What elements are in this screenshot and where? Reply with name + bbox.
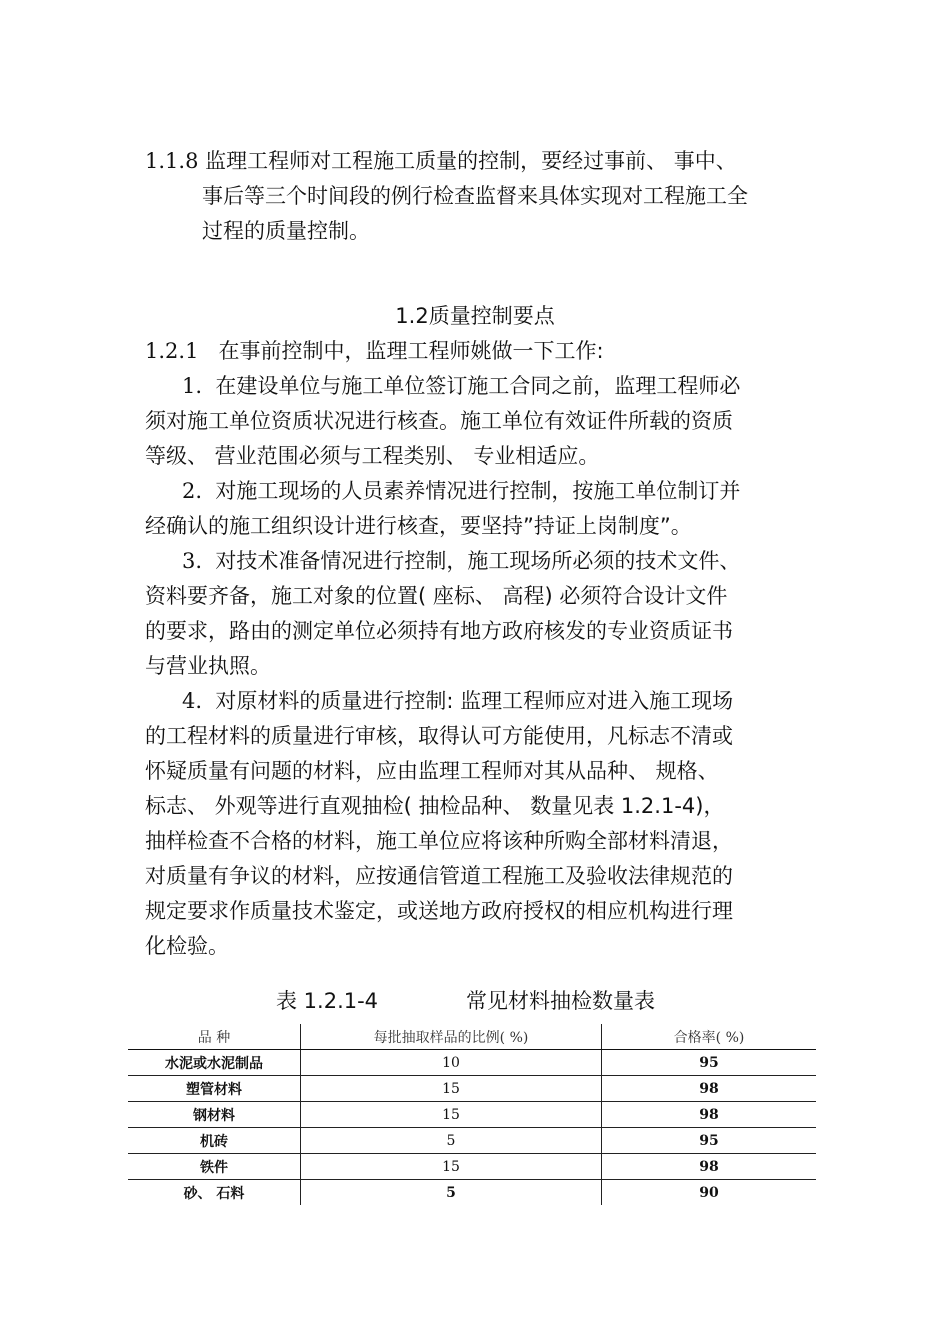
table-header-row — [128, 1024, 816, 1050]
text: 对原材料的质量进行控制: 监理工程师应对进入施工现场 — [215, 689, 734, 713]
section-number: 1.1.8 — [145, 149, 199, 173]
cell-variety: 塑管材料 — [128, 1076, 301, 1102]
table-caption-title: 常见材料抽检数量表 — [466, 989, 655, 1013]
cell-ratio: 15 — [301, 1102, 602, 1128]
text: 在建设单位与施工单位签订施工合同之前，监理工程师必 — [215, 374, 741, 398]
item-3-line-1 — [182, 546, 740, 576]
cell-pass-rate: 98 — [602, 1102, 817, 1128]
cell-ratio: 15 — [301, 1154, 602, 1180]
item-number: 3. — [182, 549, 203, 573]
item-2-line-1 — [182, 476, 740, 506]
item-4-line-2: 的工程材料的质量进行审核，取得认可方能使用，凡标志不清或 — [145, 724, 733, 748]
cell-ratio: 15 — [301, 1076, 602, 1102]
section-heading: 1.2质量控制要点 — [395, 304, 555, 328]
table-row — [128, 1076, 816, 1102]
item-number: 2. — [182, 479, 203, 503]
table-row — [128, 1102, 816, 1128]
cell-ratio: 10 — [301, 1050, 602, 1076]
text: 对施工现场的人员素养情况进行控制，按施工单位制订并 — [215, 479, 741, 503]
item-3-line-4: 与营业执照。 — [145, 654, 271, 678]
item-4-line-7: 规定要求作质量技术鉴定，或送地方政府授权的相应机构进行理 — [145, 899, 733, 923]
cell-variety: 水泥或水泥制品 — [128, 1050, 301, 1076]
paragraph-1-1-8-line-2: 事后等三个时间段的例行检查监督来具体实现对工程施工全 — [202, 184, 748, 208]
table-row — [128, 1050, 816, 1076]
item-1-line-3: 等级、 营业范围必须与工程类别、 专业相适应。 — [145, 444, 600, 468]
item-1-line-2: 须对施工单位资质状况进行核查。施工单位有效证件所载的资质 — [145, 409, 733, 433]
item-number: 1. — [182, 374, 203, 398]
text: 监理工程师对工程施工质量的控制，要经过事前、 事中、 — [205, 149, 737, 173]
table-caption-number: 表 1.2.1-4 — [276, 989, 379, 1013]
materials-table — [128, 1024, 816, 1205]
table-row — [128, 1154, 816, 1180]
cell-pass-rate: 98 — [602, 1076, 817, 1102]
item-2-line-2: 经确认的施工组织设计进行核查，要坚持”持证上岗制度”。 — [145, 514, 692, 538]
item-4-line-6: 对质量有争议的材料，应按通信管道工程施工及验收法律规范的 — [145, 864, 733, 888]
item-number: 4. — [182, 689, 203, 713]
cell-variety: 砂、 石料 — [128, 1180, 301, 1206]
paragraph-1-2-1-intro — [145, 336, 604, 366]
cell-ratio: 5 — [301, 1128, 602, 1154]
paragraph-1-1-8-line-1 — [145, 146, 737, 176]
header-ratio: 每批抽取样品的比例( %) — [301, 1024, 602, 1050]
section-number: 1.2.1 — [145, 339, 199, 363]
item-4-line-1 — [182, 686, 733, 716]
cell-ratio: 5 — [301, 1180, 602, 1206]
cell-variety: 铁件 — [128, 1154, 301, 1180]
table-row — [128, 1128, 816, 1154]
item-3-line-2: 资料要齐备，施工对象的位置( 座标、 高程) 必须符合设计文件 — [145, 584, 728, 608]
cell-variety: 机砖 — [128, 1128, 301, 1154]
paragraph-1-1-8-line-3: 过程的质量控制。 — [202, 219, 370, 243]
table-row — [128, 1180, 816, 1206]
cell-pass-rate: 90 — [699, 1184, 719, 1201]
item-4-line-4: 标志、 外观等进行直观抽检( 抽检品种、 数量见表 1.2.1-4)， — [145, 794, 725, 818]
item-1-line-1 — [182, 371, 740, 401]
text: 对技术准备情况进行控制，施工现场所必须的技术文件、 — [215, 549, 741, 573]
item-4-line-5: 抽样检查不合格的材料，施工单位应将该种所购全部材料清退， — [145, 829, 733, 853]
cell-variety: 钢材料 — [128, 1102, 301, 1128]
cell-pass-rate: 95 — [602, 1128, 817, 1154]
item-3-line-3: 的要求，路由的测定单位必须持有地方政府核发的专业资质证书 — [145, 619, 733, 643]
header-pass-rate: 合格率( %) — [602, 1024, 817, 1050]
cell-pass-rate: 98 — [602, 1154, 817, 1180]
item-4-line-8: 化检验。 — [145, 934, 229, 958]
cell-pass-rate: 95 — [602, 1050, 817, 1076]
item-4-line-3: 怀疑质量有问题的材料，应由监理工程师对其从品种、 规格、 — [145, 759, 719, 783]
text: 在事前控制中，监理工程师姚做一下工作: — [218, 339, 604, 363]
header-variety: 品 种 — [128, 1024, 301, 1050]
